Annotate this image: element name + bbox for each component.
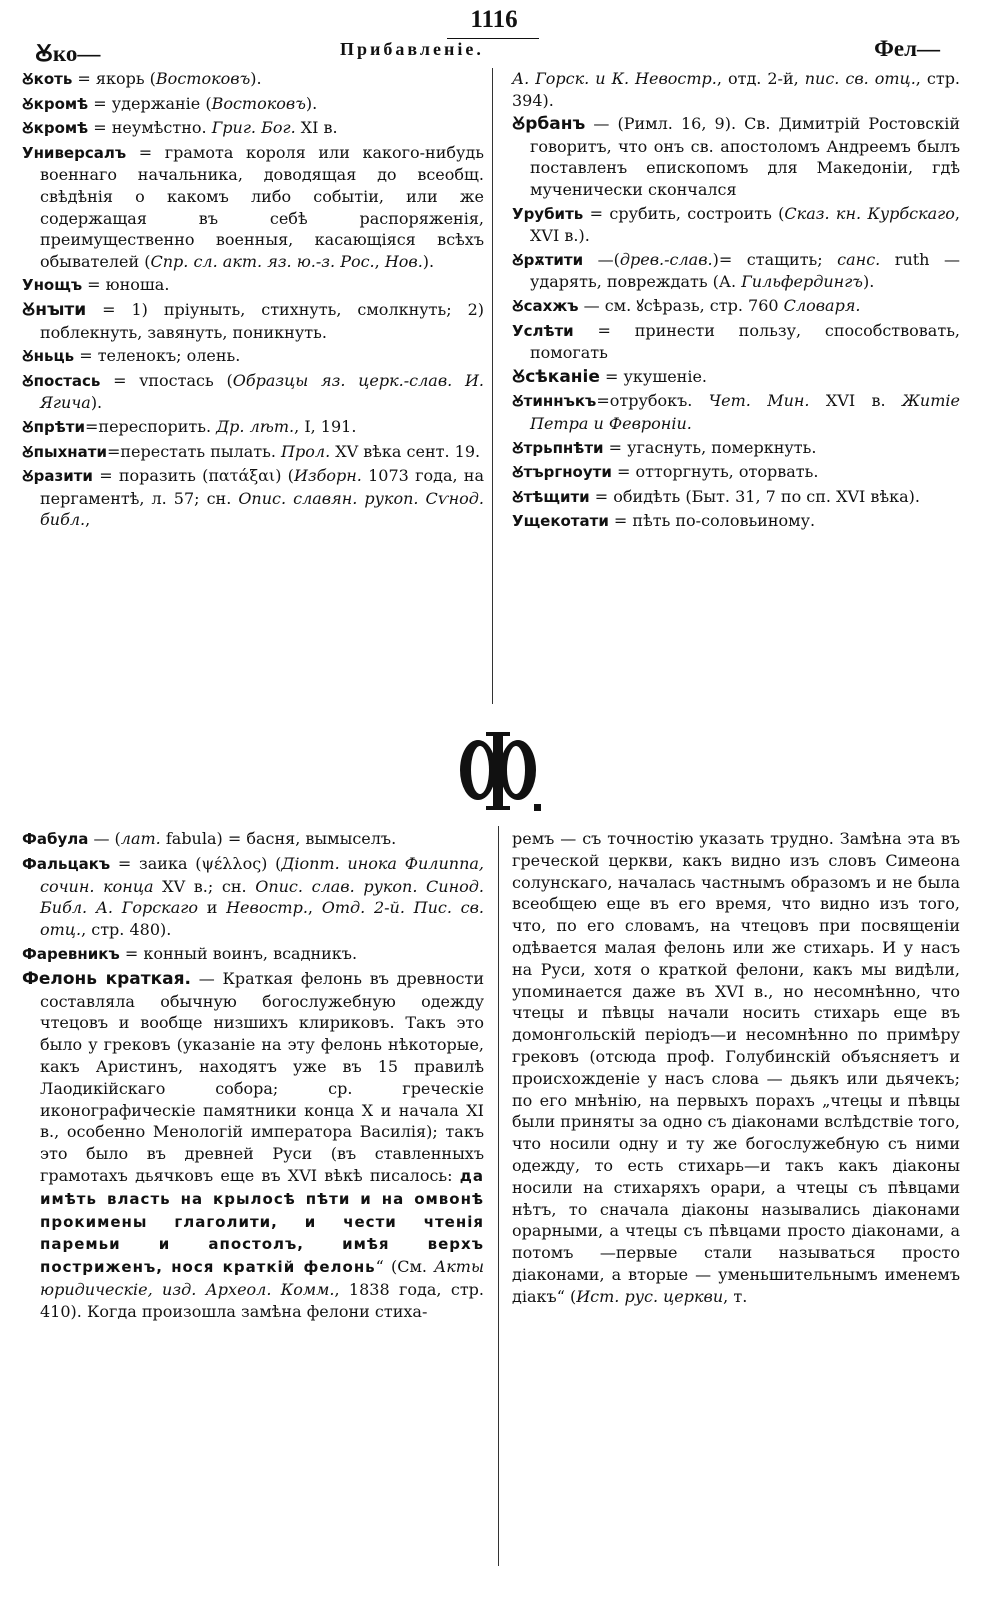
entry-headword: Ꙋпостась <box>22 371 101 390</box>
entry-headword: Ꙋтиннъкъ <box>512 392 597 411</box>
entry-definition: = укушеніе. <box>599 366 708 386</box>
dictionary-entry <box>22 370 484 414</box>
dictionary-entry <box>512 461 960 484</box>
entry-headword: Ꙋпрѣти <box>22 417 85 436</box>
dictionary-entry <box>22 828 484 851</box>
entry-headword: Фабула <box>22 830 89 848</box>
entry-definition: = конный воинъ, всадникъ. <box>119 943 358 963</box>
entry-headword: Ꙋкромѣ <box>22 119 89 138</box>
entry-definition: =переспорить. Др. лѣт., I, 191. <box>85 416 357 436</box>
entry-definition: = принести пользу, способствовать, помогать <box>530 320 960 363</box>
dictionary-entry <box>22 274 484 297</box>
running-head-right: Фел— <box>874 36 940 61</box>
entry-definition: А. Горск. и К. Невостр., отд. 2-й, пис. св. отц., стр. 394). <box>512 69 961 110</box>
entry-headword: Ꙋразити <box>22 467 93 486</box>
entry-definition: =перестать пылать. Прол. XV вѣка сент. 19. <box>106 441 481 461</box>
entry-headword: Ꙋсахжъ <box>512 296 579 315</box>
running-head-left: Ꙋко— <box>35 41 101 66</box>
entry-headword: Ꙋнꙑти <box>22 299 87 320</box>
column-bottom-right <box>512 828 960 1310</box>
entry-definition: = обидѣть (Быт. 31, 7 по сп. XVI вѣка). <box>589 486 920 506</box>
page-number: 1116 <box>470 6 518 33</box>
entry-definition: = поразить (πατάξαι) (Изборн. 1073 года, на пергаментѣ, л. 57; сн. Опис. славян. рукоп. Сѵнод. библ., <box>40 466 485 530</box>
dictionary-entry <box>22 68 484 91</box>
dictionary-entry <box>512 320 960 364</box>
dictionary-entry <box>22 968 484 1323</box>
dictionary-entry <box>22 345 484 368</box>
entry-headword: Универсалъ <box>22 143 127 162</box>
entry-continuation <box>512 68 960 111</box>
entry-headword: Ꙋтрьпнѣти <box>512 438 604 457</box>
entry-definition: = якорь (Востоковъ). <box>72 69 262 88</box>
entry-definition: = неумѣстно. Григ. Бог. XI в. <box>88 118 338 138</box>
section-letter-fita <box>452 728 552 818</box>
column-rule-bottom <box>498 826 499 1566</box>
entry-definition: = угаснуть, померкнуть. <box>603 437 817 457</box>
entry-headword: Фаревникъ <box>22 944 120 963</box>
entry-headword: Ꙋрбанъ <box>512 114 586 135</box>
dictionary-entry <box>22 117 484 140</box>
entry-headword: Ꙋкромѣ <box>22 94 89 113</box>
entry-definition: = отторгнуть, оторвать. <box>611 462 819 482</box>
entry-headword: Урубить <box>512 204 584 223</box>
entry-headword: Ꙋсѣканіе <box>512 366 600 387</box>
dictionary-entry <box>512 486 960 509</box>
entry-definition: = vпостась (Образцы яз. церк.-слав. И. Ягича). <box>40 370 485 413</box>
dictionary-entry <box>22 943 484 966</box>
entry-definition: — (Римл. 16, 9). Св. Димитрій Ростовскій говоритъ, что онъ св. апостоломъ Андреемъ былъ поставленъ епископомъ для Македоніи, гдѣ мученически скончался <box>530 114 960 199</box>
running-head-center: Прибавленіе. <box>340 39 484 59</box>
column-top-right <box>512 68 960 535</box>
dictionary-entry <box>22 299 484 343</box>
column-rule-top <box>492 68 493 704</box>
entry-definition: = заика (ψέλλος) (Діопт. инока Филиппа, сочин. конца XV в.; сн. Опис. слав. рукоп. Синод. Библ. А. Горскаго и Невостр., Отд. 2-й. Пис. св. отц., стр. 480). <box>40 853 485 940</box>
entry-headword: Ꙋпыхнати <box>22 442 107 461</box>
entry-headword: Ꙋтѣщити <box>512 487 590 506</box>
dictionary-entry <box>512 510 960 533</box>
entry-definition: — см. ꙋсѣразь, стр. 760 Словаря. <box>578 295 861 315</box>
dictionary-entry <box>512 366 960 389</box>
entry-headword: Ущекотати <box>512 512 609 531</box>
entry-definition: — (лат. fabula) = басня, вымыселъ. <box>88 829 397 848</box>
entry-definition: = 1) пріуныть, стихнуть, смолкнуть; 2) поблекнуть, завянуть, поникнуть. <box>40 299 484 342</box>
entry-headword: Фальцакъ <box>22 854 111 873</box>
entry-headword: Унощъ <box>22 276 83 295</box>
dictionary-entry <box>22 465 484 531</box>
entry-headword: Ꙋтъргноути <box>512 463 612 482</box>
entry-headword: Фелонь краткая. <box>22 968 191 989</box>
dictionary-entry <box>512 437 960 460</box>
dictionary-entry <box>22 853 484 941</box>
dictionary-entry <box>512 295 960 318</box>
dictionary-entry <box>512 249 960 293</box>
dictionary-entry <box>22 416 484 439</box>
entry-definition: = срубить, состроить (Сказ. кн. Курбскаго, XVI в.). <box>530 203 960 246</box>
entry-definition: = грамота короля или какого-нибудь военнаго начальника, доводящая до всеобщ. свѣдѣнія о какомъ либо событіи, или же содержащая въ себѣ распоряженія, преимущественно военныя, касающіяся всѣхъ обывателей (Спр. сл. акт. яз. ю.-з. Рос., Нов.). <box>40 142 484 271</box>
entry-definition: —(древ.-слав.)= стащить; санс. ruth — ударять, повреждать (А. Гильфердингъ). <box>530 249 960 292</box>
dictionary-entry <box>22 142 484 273</box>
entry-headword: Ꙋкоть <box>22 70 73 88</box>
dictionary-entry <box>512 113 960 200</box>
entry-definition: = удержаніе (Востоковъ). <box>88 93 318 113</box>
entry-definition: =отрубокъ. Чет. Мин. XVI в. Житіе Петра и Февроніи. <box>530 391 960 433</box>
entry-definition: = пѣть по-соловьиному. <box>608 511 816 531</box>
dictionary-entry <box>22 441 484 464</box>
dictionary-entry <box>512 390 960 434</box>
dictionary-entry <box>22 93 484 116</box>
entry-headword: Ꙋньць <box>22 347 75 366</box>
entry-definition: = юноша. <box>82 275 170 295</box>
entry-continuation: ремъ — съ точностію указать трудно. Замѣна эта въ греческой церкви, какъ видно изъ словъ Симеона солунскаго, началась частнымъ образомъ и не была всеобщею еще въ его время, что видно изъ того, что, по его словамъ, на чтецовъ при посвященіи одѣвается малая фелонь или же стихарь. И у насъ на Руси, хотя о краткой фелони, какъ мы видѣли, упоминается даже въ XVI в., но несомнѣнно, что чтецы и пѣвцы начали носить стихарь еще въ домонгольскій періодъ—и несомнѣнно по примѣру грековъ (отсюда проф. Голубинскій объясняетъ и происхожденіе у насъ слова — дьякъ или дьячекъ; по его мнѣнію, на первыхъ порахъ „чтецы и пѣвцы были приняты за одно съ діаконами вслѣдствіе того, что носили одну и ту же богослужебную съ ними одежду, то есть стихарь—и такъ какъ діаконы носили на стихаряхъ орари, а чтецы съ пѣвцами нѣтъ, то сначала діаконы назывались діаконами орарными, а чтецы съ пѣвцами просто діаконами, а потомъ —первые стали называться просто діаконами, а вторые — уменьшительнымъ именемъ діакъ“ (Ист. рус. церкви, т. <box>512 829 960 1306</box>
entry-definition: = теленокъ; олень. <box>74 346 241 366</box>
dictionary-entry <box>512 203 960 247</box>
column-top-left <box>22 68 484 533</box>
entry-headword: Ꙋрѫтити <box>512 250 584 269</box>
column-bottom-left <box>22 828 484 1325</box>
entry-definition: — Краткая фелонь въ древности составляла обычную богослужебную одежду чтецовъ и вообще низшихъ клириковъ. Такъ это было у грековъ (указаніе на эту фелонь нѣкоторые, какъ Аристинъ, находятъ уже въ 15 правилѣ Лаодикійскаго собора; ср. греческіе иконографическіе памятники конца X и начала XI в., особенно Менологій императора Василія); такъ это было въ древней Руси (въ ставленныхъ грамотахъ дьячковъ еще въ XVI вѣкѣ писалось: да имѣть власть на крылосѣ пѣти и на омвонѣ прокимены глаголити, и чести чтенія паремьи и апостолъ, имѣя верхъ постриженъ, нося краткій фелонь“ (См. Акты юридическіе, изд. Археол. Комм., 1838 года, стр. 410). Когда произошла замѣна фелони стиха- <box>40 968 485 1321</box>
entry-headword: Услѣти <box>512 321 574 340</box>
